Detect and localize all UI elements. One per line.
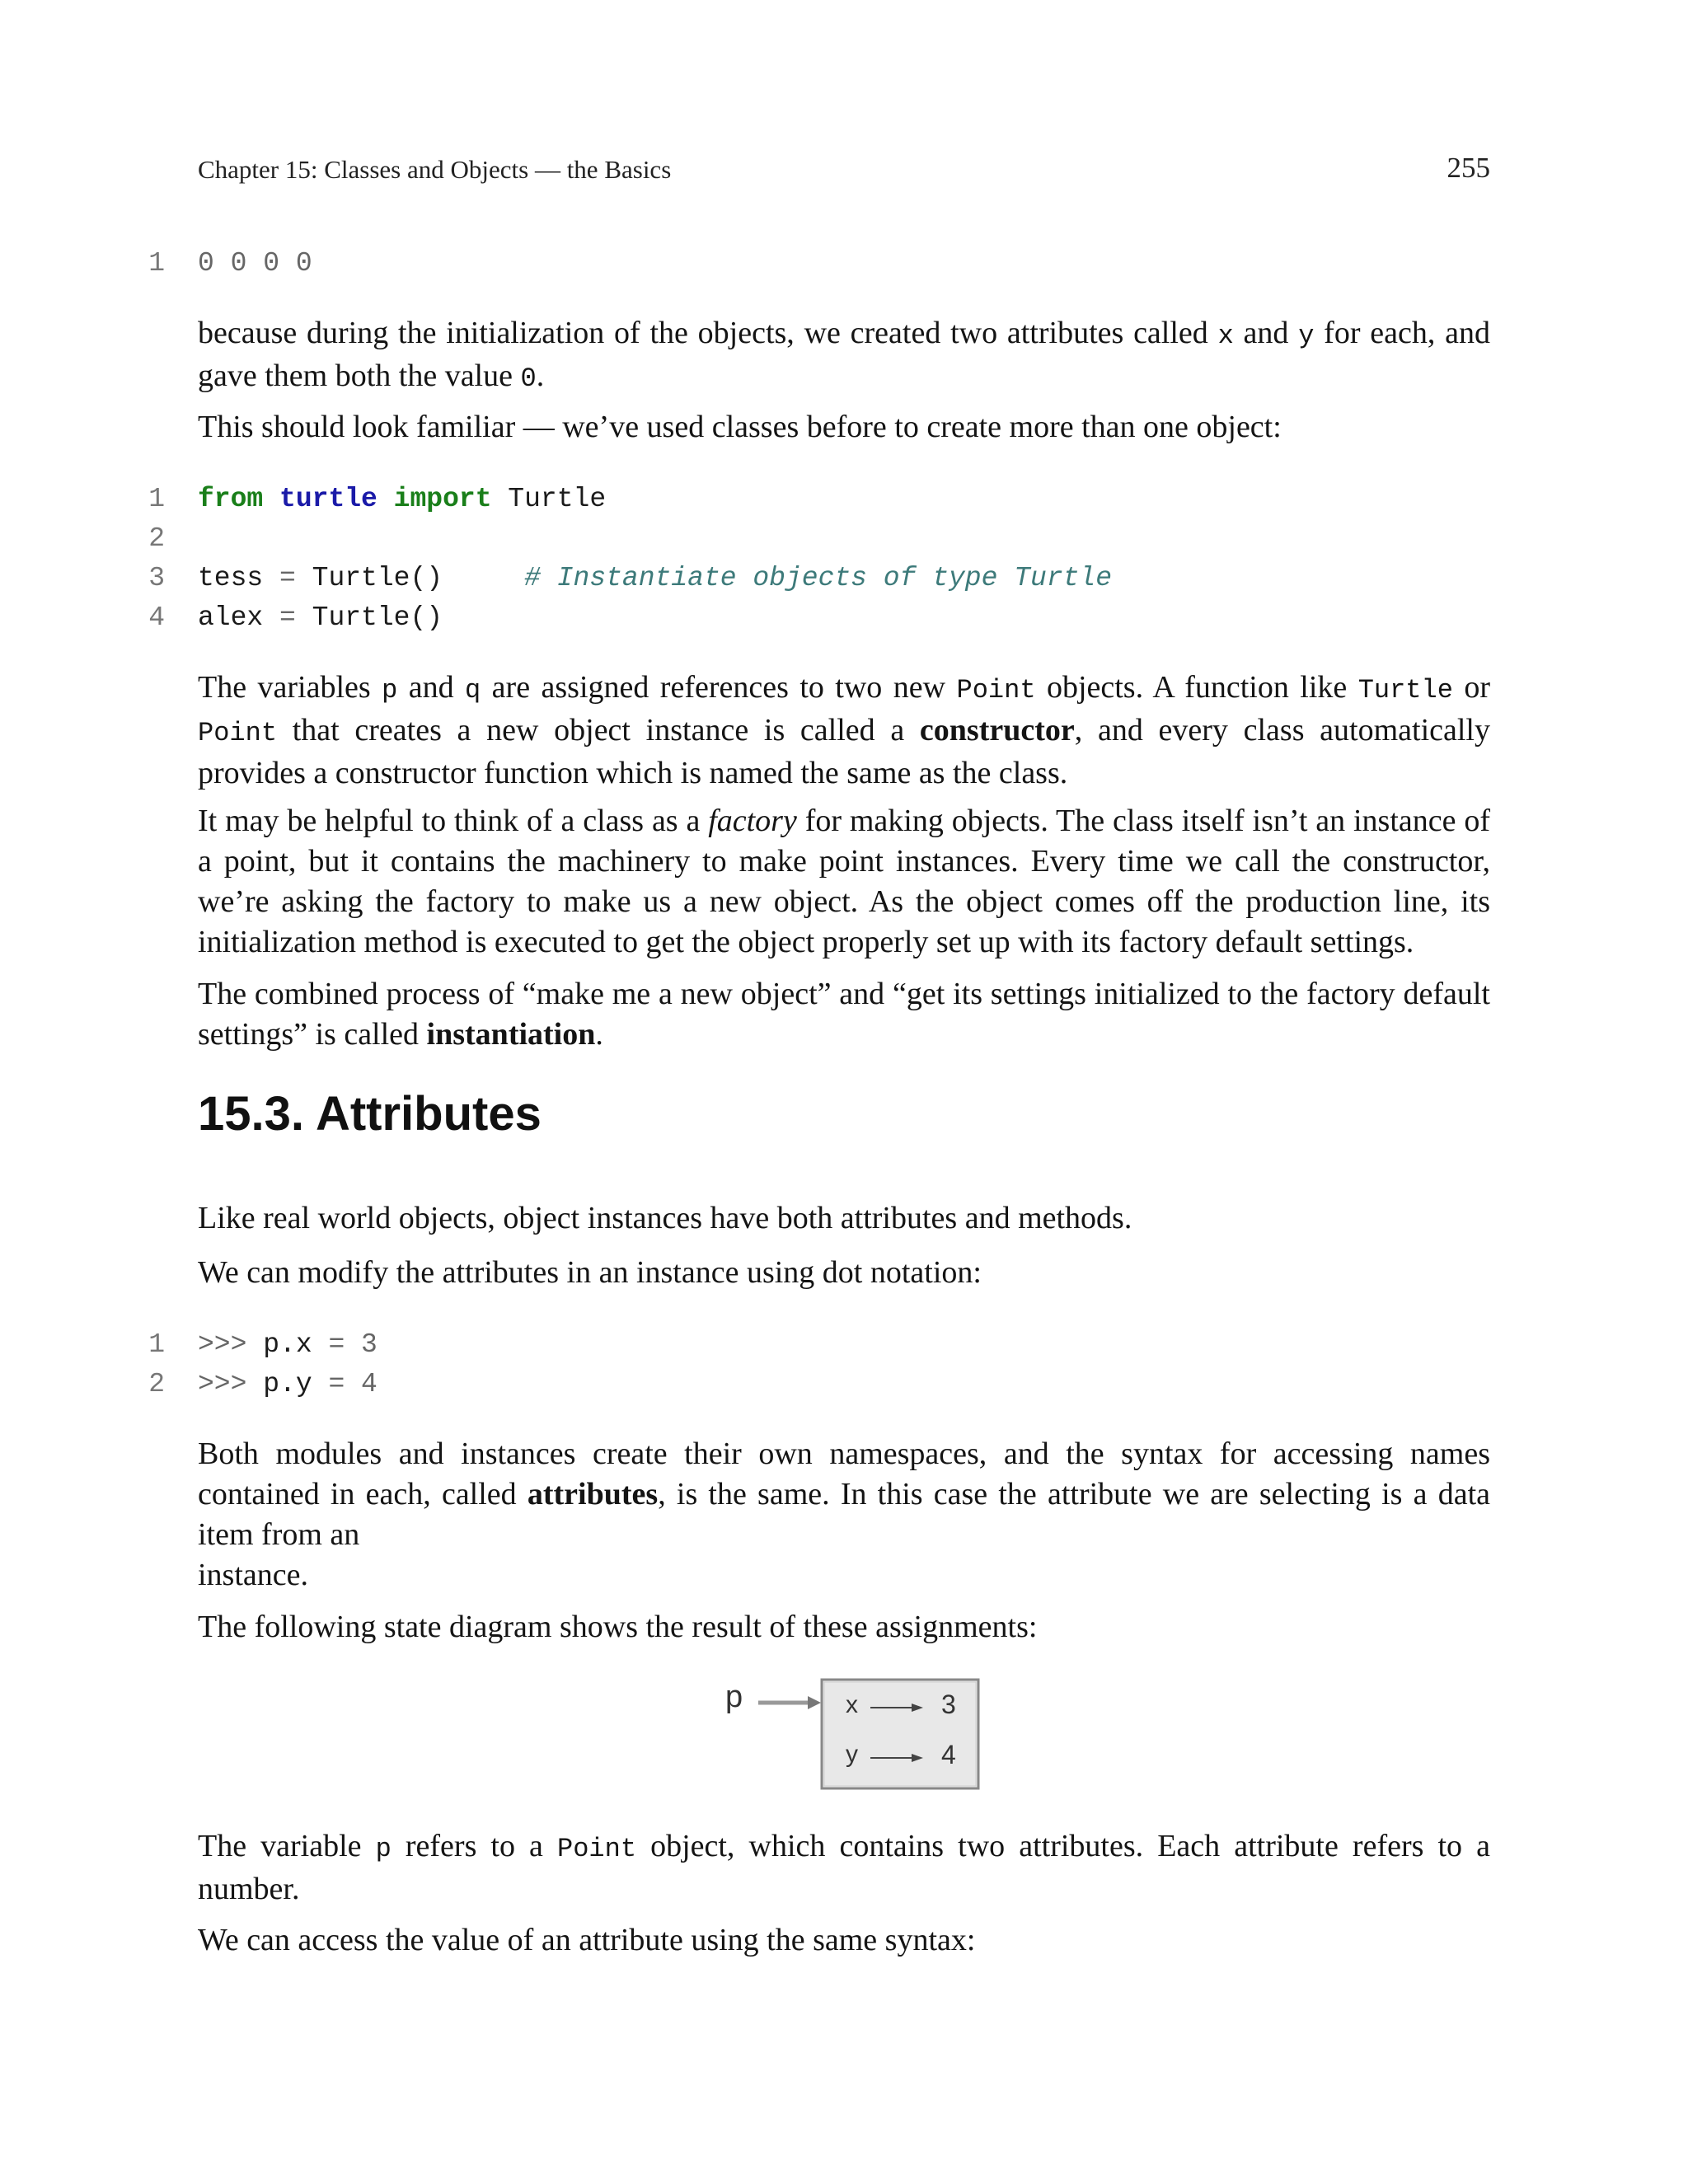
paragraph: Like real world objects, object instances have both attributes and methods. [198,1201,1132,1235]
paragraph: The combined process of “make me a new object” and “get its settings initialized to the factory default settings” is called instantiation. [198,977,1490,1052]
state-diagram [717,1673,997,1797]
line-number: 4 [148,602,165,633]
code-line: 3 tess = Turtle() # Instantiate objects of type Turtle [0,559,1688,598]
paragraph: The variables p and q are assigned references to two new Point objects. A function like Turtle or Point that creates a new object instance is called a constructor, and every class automatically provides a constructor function which is named the same as the class. [198,670,1490,790]
line-number: 1 [148,484,165,514]
paragraph: Both modules and instances create their own namespaces, and the syntax for accessing names contained in each, called attributes, is the same. In this case the attribute we are selecting is a data item from an instance. [198,1436,1490,1592]
paragraph: This should look familiar — we’ve used classes before to create more than one object: [198,410,1282,444]
paragraph: because during the initialization of the objects, we created two attributes called x and y for each, and gave them both the value 0. [198,316,1490,394]
chapter-title: Chapter 15: Classes and Objects — the Basics [198,155,672,184]
line-number: 2 [148,1369,165,1399]
line-number: 3 [148,563,165,593]
line-number: 1 [148,1329,165,1360]
code-comment: # Instantiate objects of type Turtle [524,563,1113,593]
paragraph: We can modify the attributes in an instance using dot notation: [198,1255,982,1290]
attribute-name: x [846,1691,858,1718]
paragraph: We can access the value of an attribute using the same syntax: [198,1923,976,1957]
code-line: 4 alex = Turtle() [0,598,1688,638]
page-number: 255 [1447,152,1490,184]
variable-label: p [725,1680,743,1714]
line-number: 2 [148,523,165,554]
code-line: 1 from turtle import Turtle [0,480,1688,519]
section-heading: 15.3. Attributes [198,1087,542,1141]
attribute-value: 3 [941,1690,956,1719]
code-line: 2 >>> p.y = 4 [0,1365,1688,1404]
code-line [0,519,1688,559]
code-line: 1 >>> p.x = 3 [0,1325,1688,1365]
running-header [198,152,1490,191]
output-text: 0 0 0 0 [198,248,312,279]
line-number: 1 [148,248,165,279]
paragraph: It may be helpful to think of a class as a factory for making objects. The class itself isn’t an instance of a point, but it contains the machinery to make point instances. Every time we call the constructor, we’re asking the factory to make us a new object. As the object comes off the production line, its initialization method is executed to get the object properly set up with its factory default settings. [198,804,1490,959]
reference-arrowhead [808,1696,821,1709]
attribute-value: 4 [941,1740,956,1769]
attribute-name: y [846,1741,858,1768]
output-line [0,244,1688,284]
paragraph: The following state diagram shows the result of these assignments: [198,1610,1038,1644]
paragraph: The variable p refers to a Point object, which contains two attributes. Each attribute refers to a number. [198,1829,1490,1906]
